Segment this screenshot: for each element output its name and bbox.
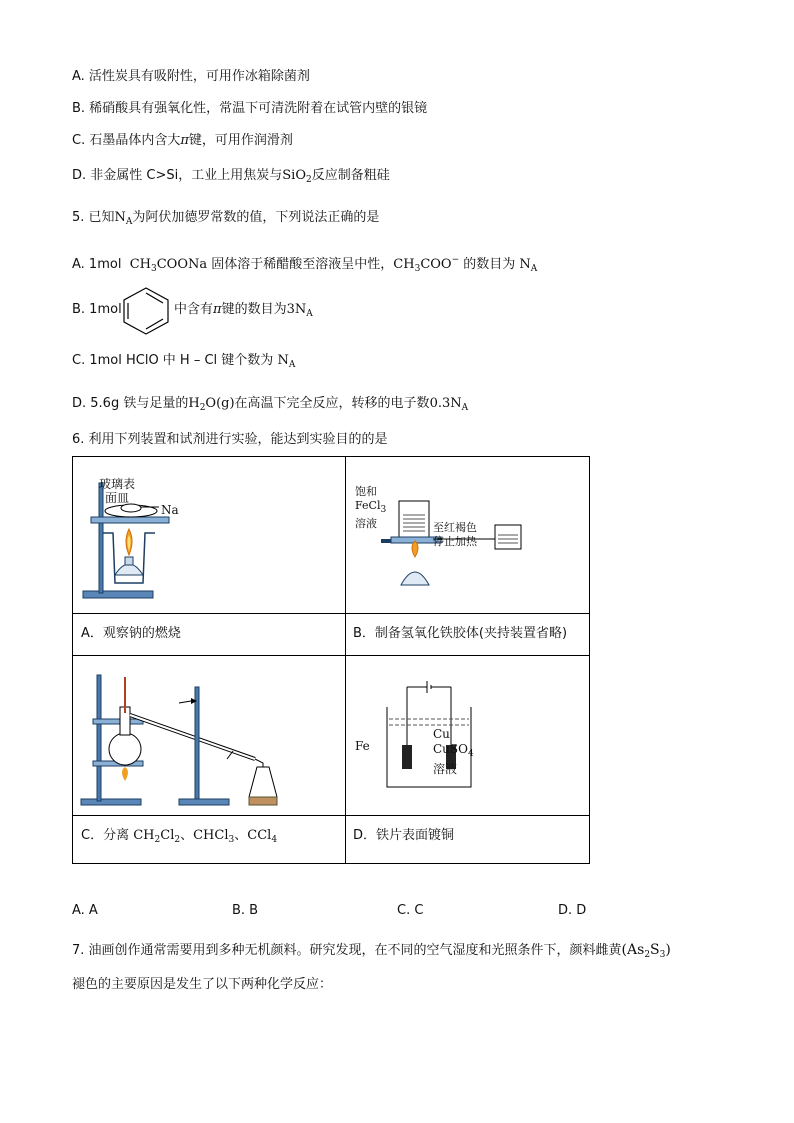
option-c-text-2: 键，可用作润滑剂 [188, 133, 293, 148]
figB-label-l2: FeCl$_3$ [355, 499, 387, 515]
cell-a-caption: A．观察钠的燃烧 [81, 626, 181, 641]
q5-a-post: 的数目为 [463, 257, 516, 272]
q7-line2: 褪色的主要原因是发生了以下两种化学反应： [72, 977, 333, 992]
figB-label-l4: 至红褐色 [433, 521, 477, 534]
q7-line1: 7. 油画创作通常需要用到多种无机颜料。研究发现，在不同的空气湿度和光照条件下，颜料雌黄$(As_2S_3)$ [72, 942, 671, 960]
figD-label-sol: 溶液 [433, 762, 458, 776]
q5-option-a: A. 1mol $CH_3COONa$ 固体溶于稀醋酸至溶液呈中性，$CH_3COO^-$ 的数目为 $N_A$ [72, 255, 538, 274]
figA-label-na: Na [161, 503, 179, 517]
option-d: D. 非金属性 C>Si，工业上用焦炭与SiO$_2$反应制备粗硅 [72, 168, 390, 185]
cell-c-caption: C．分离 $CH_2Cl_2$、CHCl$_3$、CCl$_4$ [81, 828, 278, 845]
figA-label-glass [99, 477, 135, 505]
answer-d: D. D [558, 903, 587, 918]
figA-label-l2: 面皿 [105, 491, 130, 505]
figD-label-fe: Fe [355, 739, 370, 753]
option-a: A. 活性炭具有吸附性，可用作冰箱除菌剂 [72, 69, 310, 84]
distillation-apparatus-icon [79, 663, 339, 811]
option-c-text: C. 石墨晶体内含大 [72, 133, 181, 148]
table-divider-2 [73, 655, 589, 656]
sodium-combustion-apparatus-icon [81, 471, 191, 601]
q5-d-pre: D. 5.6g 铁与足量的 [72, 396, 189, 411]
cell-b-caption: B．制备氢氧化铁胶体(夹持装置省略) [353, 626, 568, 641]
cell-c-text: C．分离 [81, 828, 130, 843]
option-c: C. 石墨晶体内含大π键，可用作润滑剂 [72, 133, 293, 148]
option-d-text: D. 非金属性 C>Si，工业上用焦炭与 [72, 168, 283, 183]
figB-label-heat [433, 521, 477, 549]
q5-b-post: 中含有 [174, 302, 214, 317]
option-b: B. 稀硝酸具有强氧化性，常温下可清洗附着在试管内壁的银镜 [72, 101, 428, 116]
q5-stem: 5. 已知$N_A$为阿伏加德罗常数的值，下列说法正确的是 [72, 210, 380, 227]
q5-b-pre: B. 1mol [72, 302, 122, 317]
figD-label-cuso4: CuSO$_4$ [433, 742, 474, 759]
figB-label-l1: 饱和 [355, 485, 377, 498]
answer-a: A. A [72, 903, 98, 918]
answer-c: C. C [397, 903, 424, 918]
table-divider-1 [73, 613, 589, 614]
q5-b-post2: 键的数目为 [221, 302, 287, 317]
figB-label-l3: 溶液 [355, 517, 377, 530]
figB-label-l5: 停止加热 [433, 535, 477, 548]
experiment-table [72, 456, 590, 864]
figD-label-cu [433, 727, 474, 777]
q5-stem-post: 为阿伏加德罗常数的值，下列说法正确的是 [132, 210, 380, 225]
option-d-text-2: 反应制备粗硅 [311, 168, 390, 183]
q5-a-pre: A. 1mol [72, 257, 122, 272]
cell-d-caption: D．铁片表面镀铜 [353, 828, 455, 843]
benzene-structure-icon [118, 284, 174, 336]
answer-b: B. B [232, 903, 259, 918]
q5-option-b [72, 300, 122, 320]
q5-option-b-rest: 中含有π键的数目为$3N_A$ [174, 302, 313, 319]
q5-stem-pre: 5. 已知 [72, 210, 115, 225]
q7-line1-text: 7. 油画创作通常需要用到多种无机颜料。研究发现，在不同的空气湿度和光照条件下，颜料雌黄 [72, 943, 622, 958]
q5-a-mid: 固体溶于稀醋酸至溶液呈中性， [211, 257, 394, 272]
q5-option-d: D. 5.6g 铁与足量的$H_2O(g)$在高温下完全反应，转移的电子数$0.3N_A$ [72, 396, 469, 413]
table-divider-3 [73, 815, 589, 816]
q5-option-c: C. 1mol HClO 中 H – Cl 键个数为 $N_A$ [72, 353, 296, 370]
q5-c-text: C. 1mol HClO 中 H – Cl 键个数为 [72, 353, 274, 368]
q5-d-mid: 在高温下完全反应，转移的电子数 [234, 396, 430, 411]
q6-stem: 6. 利用下列装置和试剂进行实验，能达到实验目的的是 [72, 432, 388, 447]
figA-label-l1: 玻璃表 [99, 477, 136, 491]
figD-label-cu-text: Cu [433, 727, 450, 741]
table-divider-vertical [345, 457, 346, 863]
